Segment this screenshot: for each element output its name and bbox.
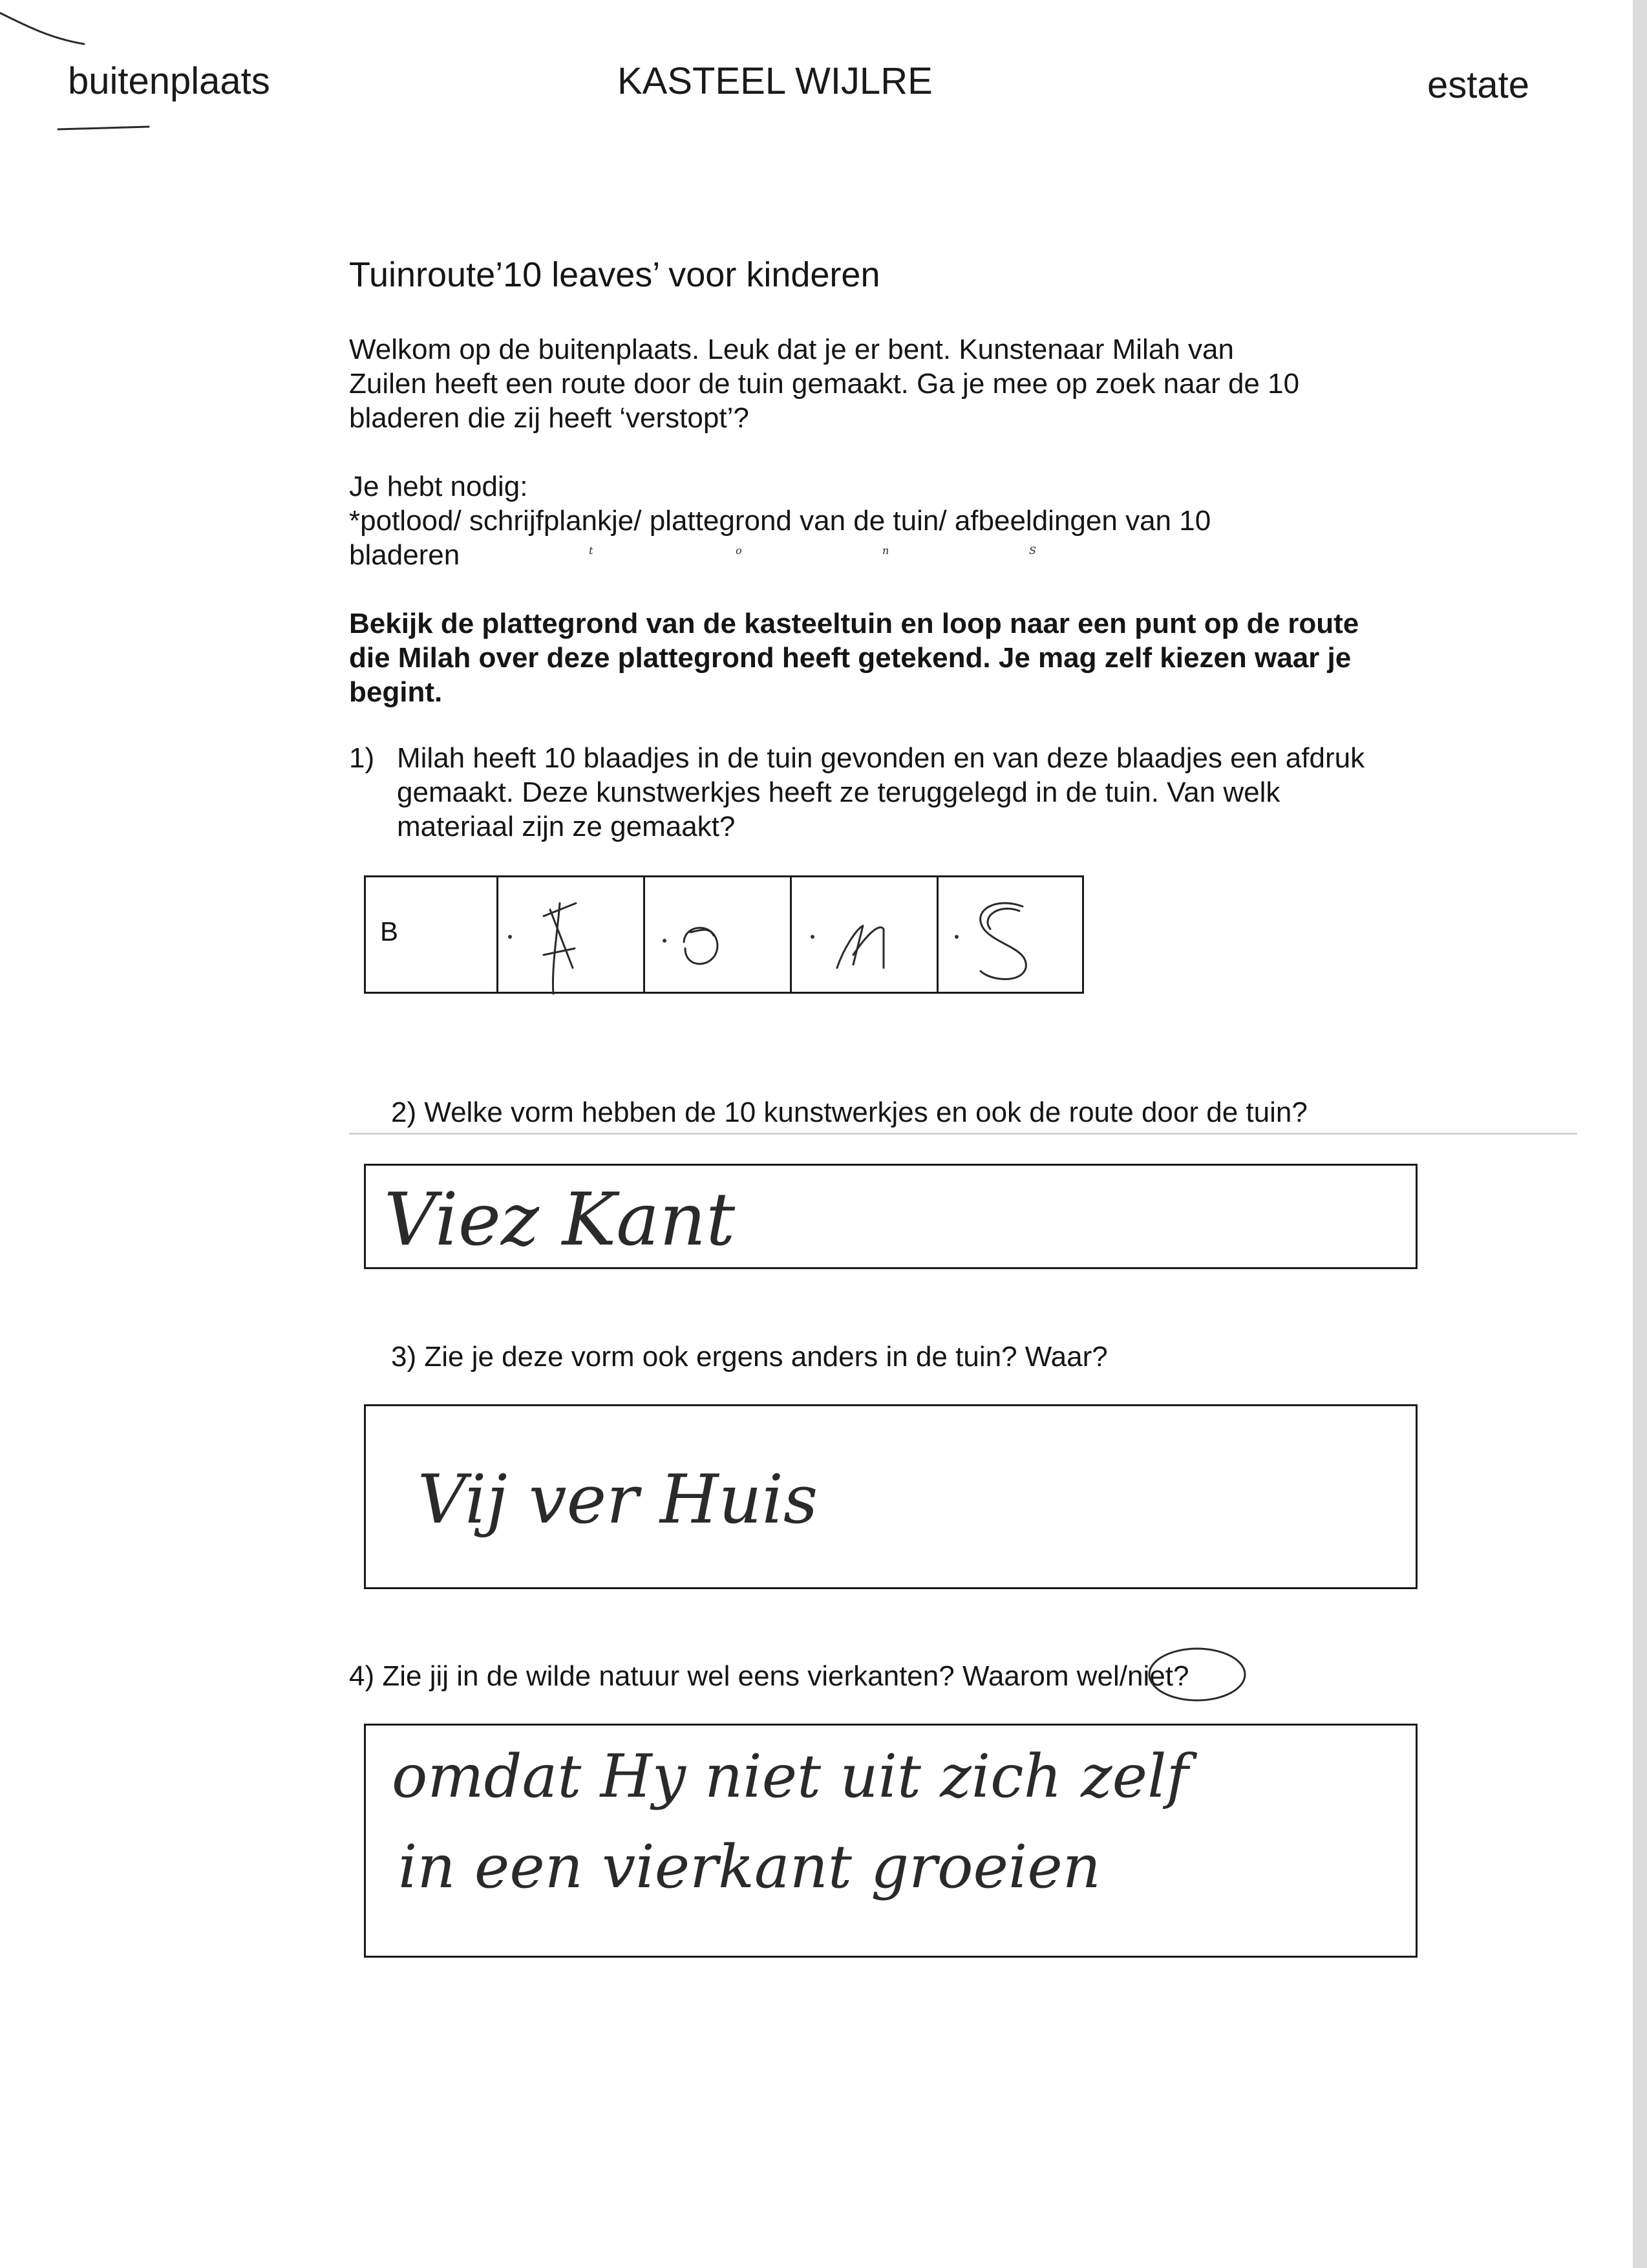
needs-line: bladeren <box>349 539 460 571</box>
handwritten-answer <box>366 1406 1012 1587</box>
corner-mark <box>0 0 103 52</box>
fold-line <box>349 1133 1577 1135</box>
page-edge-shadow <box>1633 0 1647 2268</box>
handwritten-letter <box>939 544 1082 992</box>
handwritten-letter-text: t <box>589 544 593 557</box>
handwritten-letter <box>498 544 643 992</box>
instruction-line: begint. <box>349 676 443 708</box>
cell-letter-printed: B <box>380 916 399 947</box>
needs-line: Je hebt nodig: <box>349 471 528 502</box>
header-left: buitenplaats <box>68 60 270 102</box>
question-1-number: 1) <box>349 742 375 774</box>
handwritten-letter-text: n <box>882 544 889 557</box>
question-1-line: Milah heeft 10 blaadjes in de tuin gevonden en van deze blaadjes een afdruk <box>397 742 1365 774</box>
circled-answer-mark <box>1145 1642 1249 1704</box>
header-center: KASTEEL WIJLRE <box>617 60 933 102</box>
question-4-text: 4) Zie jij in de wilde natuur wel eens vierkanten? Waarom wel/niet? <box>349 1660 1189 1692</box>
question-3-text: 3) Zie je deze vorm ook ergens anders in de tuin? Waar? <box>391 1341 1108 1373</box>
instruction-line: Bekijk de plattegrond van de kasteeltuin en loop naar een punt op de route <box>349 608 1359 639</box>
answer-box-4[interactable] <box>364 1724 1418 1958</box>
question-1-text <box>397 741 1365 844</box>
handwritten-letter <box>792 544 937 992</box>
handwritten-letter <box>645 544 790 992</box>
handwritten-answer <box>366 1166 1012 1267</box>
intro-paragraph <box>349 332 1299 435</box>
scribble-mark <box>55 123 152 136</box>
intro-line: Welkom op de buitenplaats. Leuk dat je er bent. Kunstenaar Milah van <box>349 334 1234 365</box>
handwritten-answer <box>366 1726 1416 1956</box>
answer-cell[interactable] <box>645 544 792 992</box>
handwritten-answer-line: omdat Hy niet uit zich zelf <box>392 1742 1189 1811</box>
needs-paragraph <box>349 469 1211 572</box>
answer-box-2[interactable] <box>364 1164 1418 1269</box>
answer-cell[interactable] <box>366 877 498 992</box>
header-right: estate <box>1427 64 1529 106</box>
answer-cell[interactable] <box>498 544 645 992</box>
handwritten-letter-text: S <box>1029 544 1036 557</box>
instruction-paragraph <box>349 606 1359 709</box>
answer-cell[interactable] <box>939 544 1084 992</box>
question-2-text: 2) Welke vorm hebben de 10 kunstwerkjes en ook de route door de tuin? <box>391 1097 1308 1128</box>
question-1-line: materiaal zijn ze gemaakt? <box>397 811 736 842</box>
answer-box-3[interactable] <box>364 1404 1418 1589</box>
handwritten-letter-text: o <box>736 544 742 557</box>
intro-line: bladeren die zij heeft ‘verstopt’? <box>349 402 749 434</box>
handwritten-answer-text: Viez Kant <box>384 1178 736 1262</box>
intro-line: Zuilen heeft een route door de tuin gemaakt. Ga je mee op zoek naar de 10 <box>349 368 1300 400</box>
question-1-line: gemaakt. Deze kunstwerkjes heeft ze teruggelegd in de tuin. Van welk <box>397 776 1280 808</box>
page-title: Tuinroute’10 leaves’ voor kinderen <box>349 255 880 294</box>
needs-line: *potlood/ schrijfplankje/ plattegrond van de tuin/ afbeeldingen van 10 <box>349 505 1211 537</box>
handwritten-answer-text: Vij ver Huis <box>418 1460 818 1539</box>
handwritten-answer-line: in een vierkant groeien <box>398 1832 1101 1901</box>
instruction-line: die Milah over deze plattegrond heeft getekend. Je mag zelf kiezen waar je <box>349 642 1352 674</box>
answer-cell[interactable] <box>792 544 939 992</box>
